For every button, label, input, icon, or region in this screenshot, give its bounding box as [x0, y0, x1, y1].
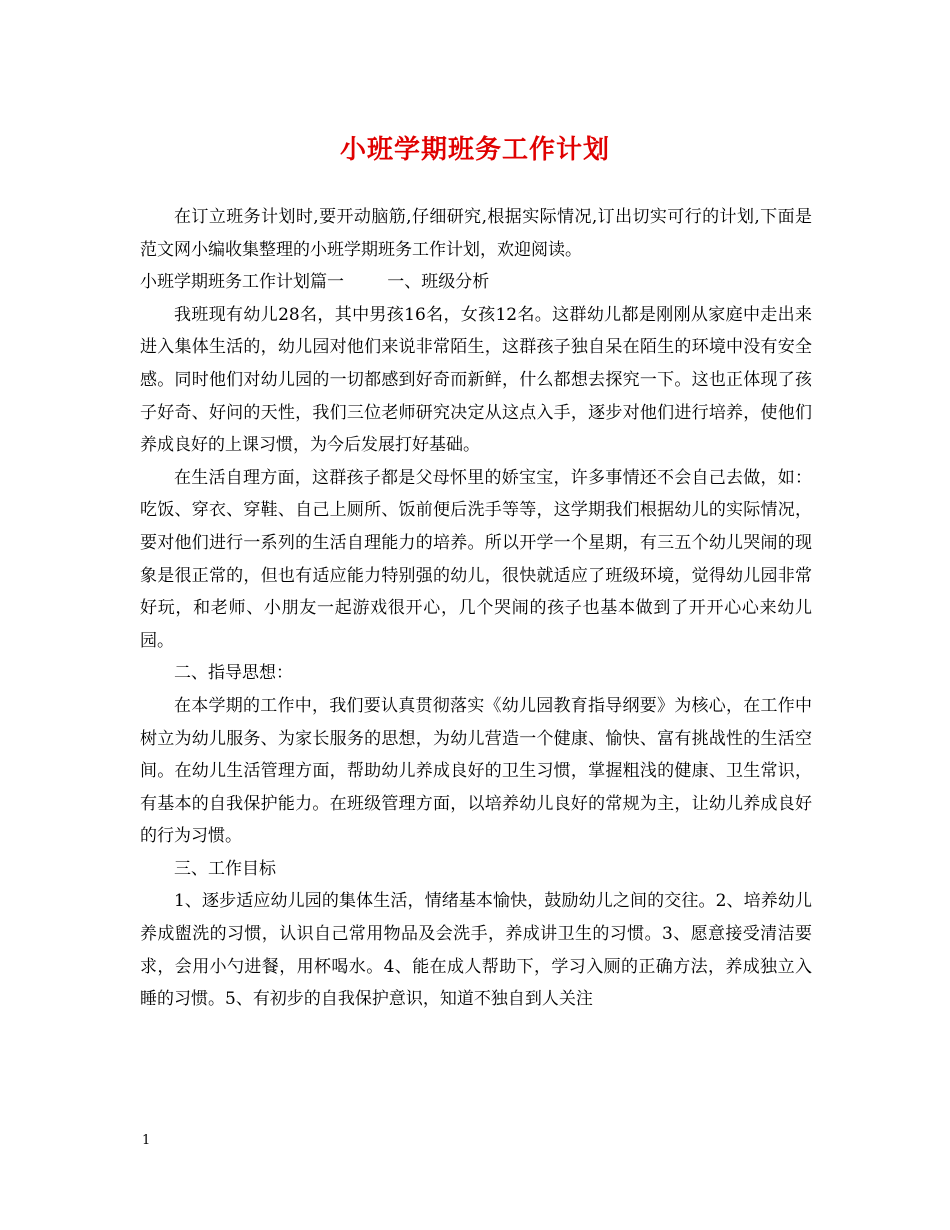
part-title: 小班学期班务工作计划篇一	[140, 272, 344, 293]
document-title: 小班学期班务工作计划	[339, 135, 610, 165]
section-header-line	[140, 266, 812, 299]
page-number: 1	[142, 1133, 151, 1148]
intro-paragraph: 在订立班务计划时,要开动脑筋,仔细研究,根据实际情况,订出切实可行的计划,下面是范文网小编收集整理的小班学期班务工作计划，欢迎阅读。	[140, 207, 812, 260]
document-body	[140, 201, 812, 1016]
section2-heading: 二、指导思想：	[174, 663, 293, 684]
guiding-ideas-paragraph: 在本学期的工作中，我们要认真贯彻落实《幼儿园教育指导纲要》为核心，在工作中树立为幼儿服务、为家长服务的思想，为幼儿营造一个健康、愉快、富有挑战性的生活空间。在幼儿生活管理方面，帮助幼儿养成良好的卫生习惯，掌握粗浅的健康、卫生常识，有基本的自我保护能力。在班级管理方面，以培养幼儿良好的常规为主，让幼儿养成良好的行为习惯。	[140, 695, 812, 847]
self-care-paragraph: 在生活自理方面，这群孩子都是父母怀里的娇宝宝，许多事情还不会自己去做，如：吃饭、穿衣、穿鞋、自己上厕所、饭前便后洗手等等，这学期我们根据幼儿的实际情况，要对他们进行一系列的生活自理能力的培养。所以开学一个星期，有三五个幼儿哭闹的现象是很正常的，但也有适应能力特别强的幼儿，很快就适应了班级环境，觉得幼儿园非常好玩，和老师、小朋友一起游戏很开心，几个哭闹的孩子也基本做到了开开心心来幼儿园。	[140, 467, 812, 651]
section3-heading: 三、工作目标	[174, 858, 276, 879]
section1-heading: 一、班级分析	[387, 272, 490, 293]
class-analysis-paragraph: 我班现有幼儿28名，其中男孩16名，女孩12名。这群幼儿都是刚刚从家庭中走出来进入集体生活的，幼儿园对他们来说非常陌生，这群孩子独自呆在陌生的环境中没有安全感。同时他们对幼儿园的一切都感到好奇而新鲜，什么都想去探究一下。这也正体现了孩子好奇、好问的天性，我们三位老师研究决定从这点入手，逐步对他们进行培养，使他们养成良好的上课习惯，为今后发展打好基础。	[140, 304, 812, 456]
work-goals-paragraph: 1、逐步适应幼儿园的集体生活，情绪基本愉快，鼓励幼儿之间的交往。2、培养幼儿养成盥洗的习惯，认识自己常用物品及会洗手，养成讲卫生的习惯。3、愿意接受清洁要求，会用小勺进餐，用杯喝水。4、能在成人帮助下，学习入厕的正确方法，养成独立入睡的习惯。5、有初步的自我保护意识，知道不独自到人关注	[140, 891, 812, 1010]
